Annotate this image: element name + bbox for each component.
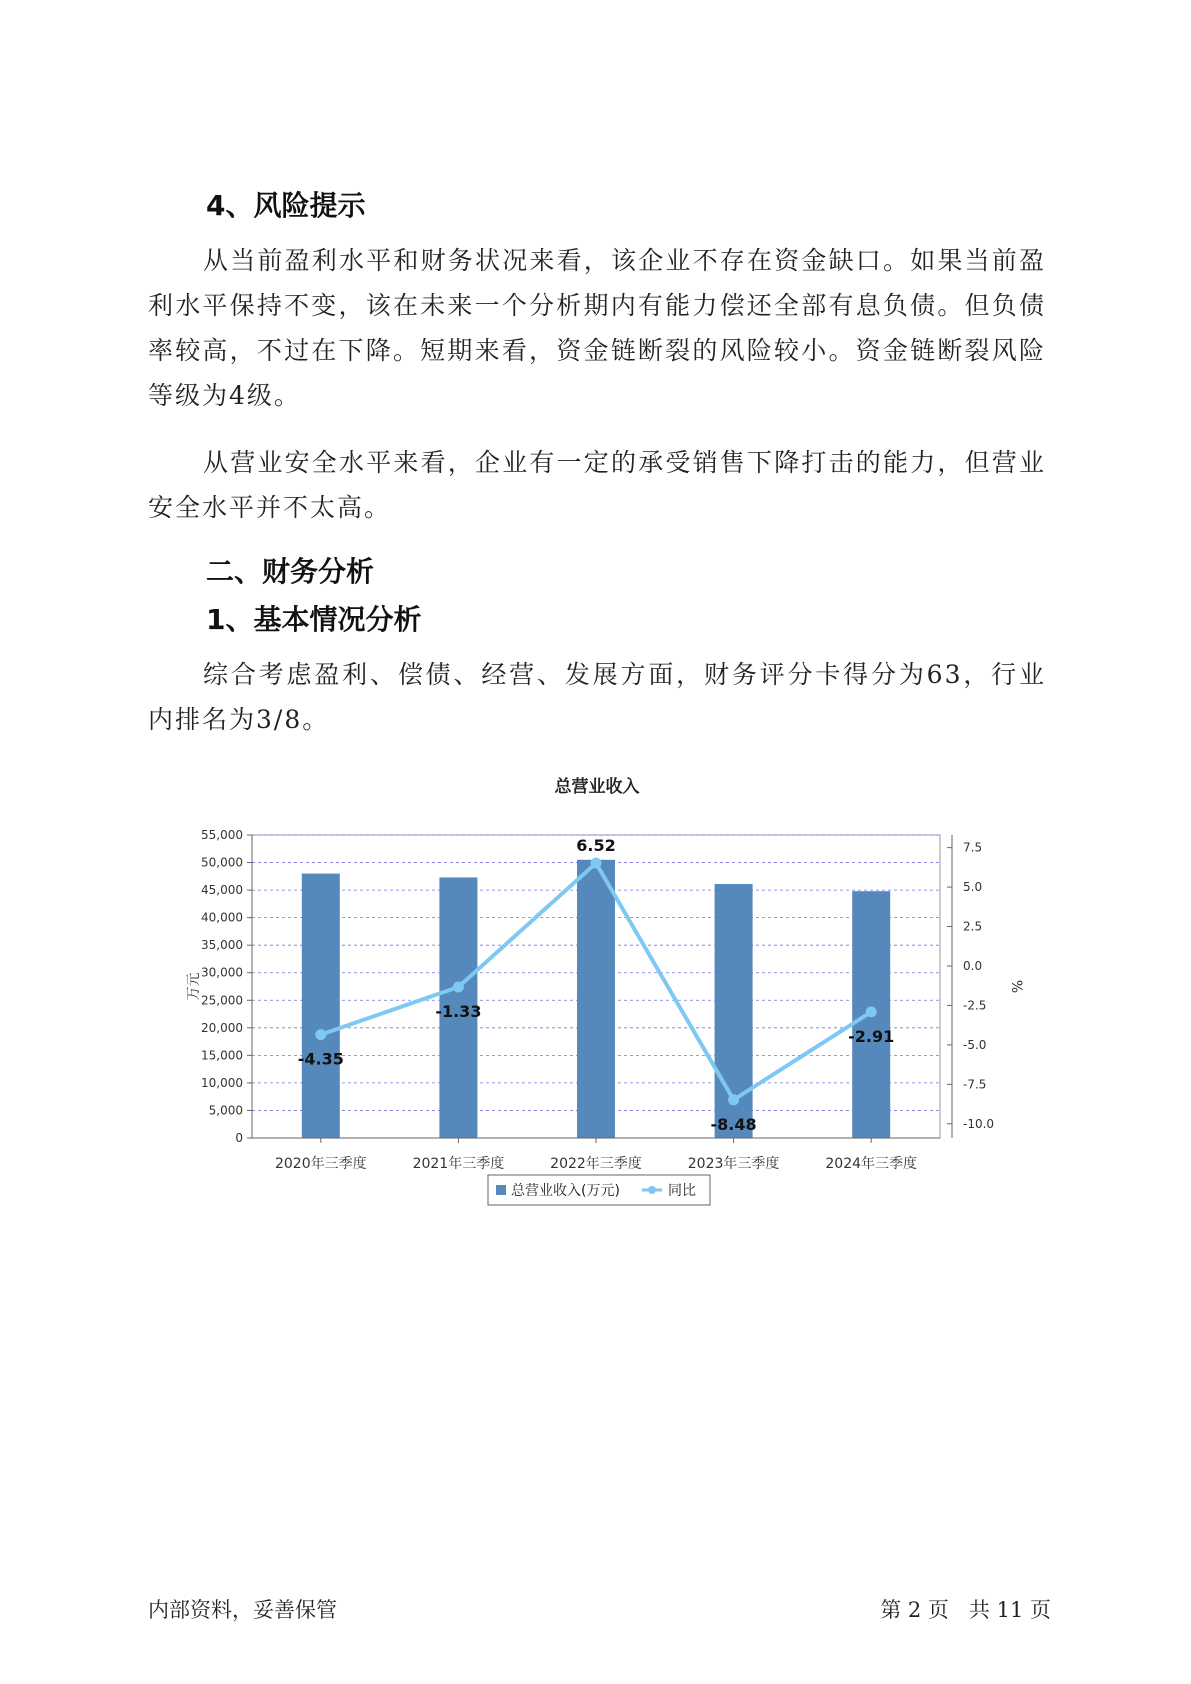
x-tick-label: 2023年三季度 [687,1156,780,1172]
y2-axis-title: % [1008,979,1024,994]
risk-paragraph-2: 从营业安全水平来看，企业有一定的承受销售下降打击的能力，但营业安全水平并不太高。 [148,448,1046,522]
x-tick-label: 2022年三季度 [550,1156,642,1172]
legend-line-marker [648,1186,656,1194]
y-tick-label: 55,000 [201,828,243,842]
y2-tick-label: -2.5 [963,998,987,1013]
y-tick-label: 30,000 [201,965,243,980]
y-axis-title: 万元 [186,972,202,1001]
y2-tick-label: 2.5 [963,919,983,934]
risk-heading: 4、风险提示 [206,189,366,222]
risk-paragraph-1: 从当前盈利水平和财务状况来看，该企业不存在资金缺口。如果当前盈利水平保持不变，该在未来一个分析期内有能力偿还全部有息负债。但负债率较高，不过在下降。短期来看，资金链断裂的风险较小。资金链断裂风险等级为4级。 [148,246,1046,410]
revenue-chart [0,770,1191,1220]
yoy-point [315,1029,326,1040]
y-tick-label: 35,000 [201,938,243,953]
y-tick-label: 50,000 [201,855,243,870]
x-tick-label: 2024年三季度 [825,1156,918,1172]
basic-analysis-heading: 1、基本情况分析 [206,603,422,636]
y-tick-label: 10,000 [201,1075,243,1090]
finance-heading: 二、财务分析 [206,555,375,588]
y-tick-label: 25,000 [201,993,243,1008]
x-tick-label: 2020年三季度 [274,1156,367,1172]
y2-tick-label: -5.0 [963,1037,987,1052]
y-tick-label: 20,000 [201,1020,243,1035]
y2-tick-label: 0.0 [963,958,983,973]
y2-tick-label: -10.0 [963,1116,995,1131]
legend-bar-swatch [496,1185,506,1195]
x-tick-label: 2021年三季度 [412,1156,505,1172]
yoy-data-label: -8.48 [710,1114,757,1134]
y2-tick-label: 5.0 [963,880,983,895]
legend-bar-label: 总营业收入(万元) [511,1183,620,1199]
y2-tick-label: 7.5 [963,840,983,855]
y-tick-label: 0 [235,1131,243,1145]
y-tick-label: 15,000 [201,1048,243,1063]
chart-title: 总营业收入 [554,777,640,797]
yoy-point [591,858,602,869]
revenue-bar [302,874,340,1138]
footer-left: 内部资料，妥善保管 [148,1598,337,1622]
revenue-bar [577,860,615,1138]
y-tick-label: 40,000 [201,910,243,925]
footer-page-number: 第 2 页 共 11 页 [880,1598,1051,1622]
y2-tick-label: -7.5 [963,1077,987,1092]
yoy-data-label: 6.52 [576,836,616,856]
yoy-point [453,981,464,992]
yoy-data-label: -2.91 [848,1026,895,1046]
yoy-point [866,1006,877,1017]
yoy-data-label: -4.35 [297,1049,344,1069]
legend-line-label: 同比 [668,1183,696,1199]
y-tick-label: 45,000 [201,883,243,898]
yoy-point [728,1094,739,1105]
basic-analysis-paragraph: 综合考虑盈利、偿债、经营、发展方面，财务评分卡得分为63，行业内排名为3/8。 [148,660,1046,734]
y-tick-label: 5,000 [208,1103,243,1118]
yoy-data-label: -1.33 [435,1001,482,1021]
